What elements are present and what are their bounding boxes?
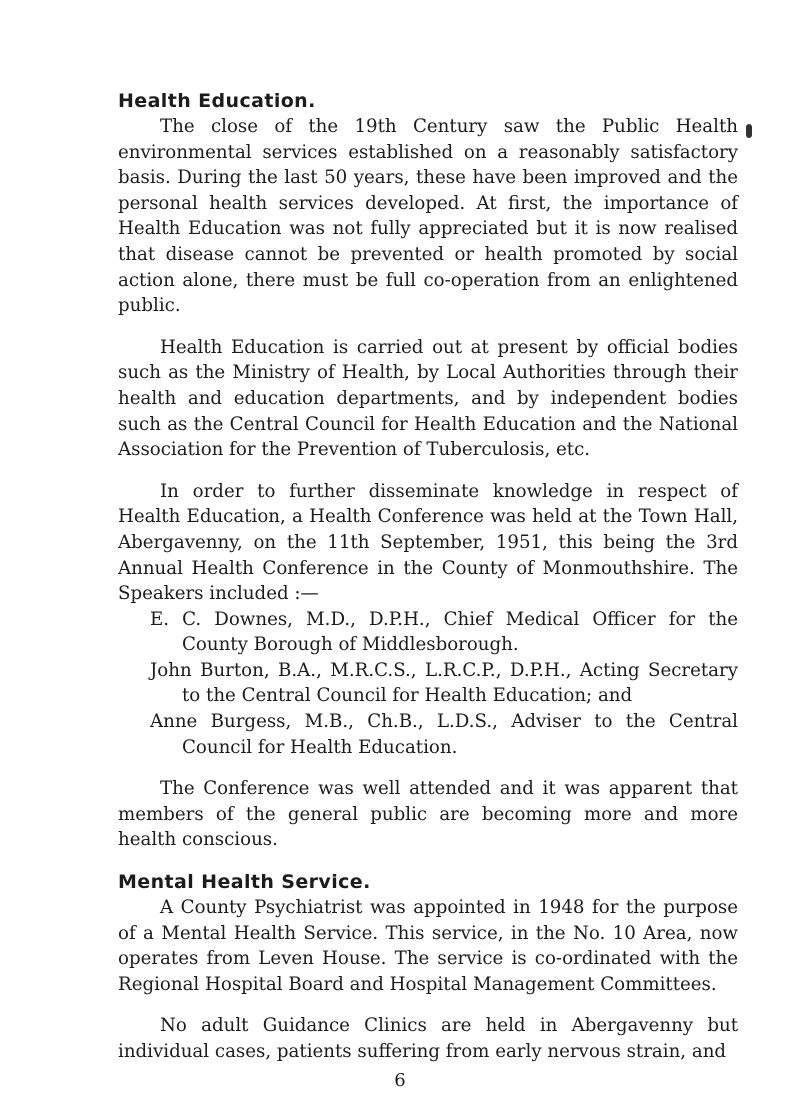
paragraph: Health Education is carried out at present by official bodies such as the Ministry of Health, by Local Authorities through their health and education departments, and by independent bodies such as the Central Council for Health Education and the National Association for the Prevention of Tuberculosis, etc. [118,336,738,461]
paragraph: A County Psychiatrist was appointed in 1948 for the purpose of a Mental Health Service. This service, in the No. 10 Area, now operates from Leven House. The service is co-ordinated with the Regional Hospital Board and Hospital Management Committees. [118,897,738,995]
paragraph: No adult Guidance Clinics are held in Abergavenny but individual cases, patients suffering from early nervous strain, and [118,1015,738,1062]
speaker-entry: Anne Burgess, M.B., Ch.B., L.D.S., Adviser to the Central Council for Health Education. [150,711,738,758]
paragraph: The Conference was well attended and it was apparent that members of the general public are becoming more and more health conscious. [118,778,738,851]
section-heading-health-education: Health Education. [118,90,316,112]
speaker-entry: John Burton, B.A., M.R.C.S., L.R.C.P., D.P.H., Acting Secretary to the Central Council for Health Education; and [150,659,738,707]
speaker-list [118,607,738,761]
document-page [118,88,738,1081]
page-number: 6 [394,1070,406,1091]
paragraph: The close of the 19th Century saw the Public Health environmental services established on a reasonably satisfactory basis. During the last 50 years, these have been improved and the personal health services developed. At first, the importance of Health Education was not fully appreciated but it is now realised that disease cannot be prevented or health promoted by social action alone, there must be full co-operation from an enlightened public. [118,116,738,317]
paragraph: In order to further disseminate knowledge in respect of Health Education, a Health Conference was held at the Town Hall, Abergavenny, on the 11th September, 1951, this being the 3rd Annual Health Conference in the County of Monmouthshire. The Speakers included :— [118,480,738,605]
speaker-entry: E. C. Downes, M.D., D.P.H., Chief Medical Officer for the County Borough of Middlesborough. [150,608,738,656]
section-heading-mental-health: Mental Health Service. [118,871,371,894]
margin-mark [746,124,752,138]
